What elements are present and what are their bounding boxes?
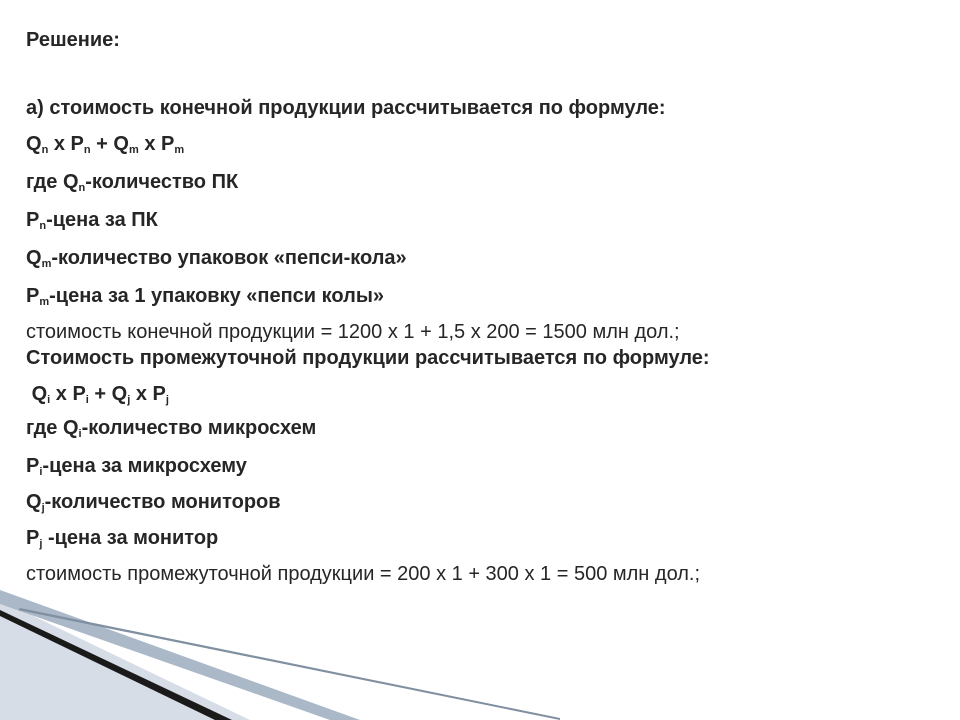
definition-text: -цена за ПК: [46, 209, 158, 231]
formula-final-product: [26, 132, 184, 156]
slide-title: Решение:: [26, 29, 120, 51]
definition-symbol: P: [26, 527, 40, 549]
formula-subscript: j: [165, 394, 169, 406]
formula-subscript: m: [128, 144, 139, 156]
definition-symbol: Q: [26, 491, 42, 513]
formula-symbol: P: [70, 133, 84, 155]
definition-text: -количество мониторов: [44, 491, 281, 513]
definition-text: -количество ПК: [85, 171, 239, 193]
definition-subscript: j: [39, 538, 43, 550]
definition-symbol: P: [26, 209, 40, 231]
definition-pn: [26, 208, 158, 232]
definition-qi: [26, 416, 316, 440]
definition-qj: [26, 490, 281, 514]
definition-subscript: m: [39, 296, 50, 308]
definition-text: -цена за микросхему: [42, 455, 247, 477]
definition-subscript: m: [41, 258, 52, 270]
formula-subscript: n: [83, 144, 91, 156]
definition-pi: [26, 454, 247, 478]
definition-symbol: Q: [62, 417, 79, 439]
formula-operator: x: [48, 133, 71, 155]
definition-text: -цена за монитор: [42, 527, 219, 549]
definition-subscript: i: [78, 428, 82, 440]
calculation-intermediate-product: стоимость промежуточной продукции = 200 х 1 + 300 х 1 = 500 млн дол.;: [26, 563, 701, 585]
formula-subscript: j: [127, 394, 131, 406]
intro-text: а) стоимость конечной продукции рассчитывается по формуле:: [26, 97, 666, 119]
definition-subscript: j: [41, 502, 45, 514]
formula-symbol: P: [152, 383, 166, 405]
slide-decoration-swoosh: [0, 590, 960, 720]
swoosh-light-band: [0, 600, 250, 720]
definition-subscript: i: [39, 466, 43, 478]
formula-subscript: i: [85, 394, 89, 406]
formula-subscript: m: [174, 144, 185, 156]
definition-symbol: Q: [62, 171, 79, 193]
definition-pm: [26, 284, 384, 308]
formula-operator: +: [88, 383, 112, 405]
definition-text: -количество упаковок «пепси-кола»: [51, 247, 407, 269]
definition-symbol: P: [26, 285, 40, 307]
definition-prefix: где: [26, 417, 63, 439]
definition-pj: [26, 526, 218, 550]
formula-symbol: P: [161, 133, 175, 155]
formula-symbol: P: [72, 383, 86, 405]
formula-operator: x: [130, 383, 153, 405]
calculation-final-product: стоимость конечной продукции = 1200 х 1 + 1,5 х 200 = 1500 млн дол.;: [26, 321, 680, 343]
definition-qn: [26, 170, 238, 194]
definition-text: -цена за 1 упаковку «пепси колы»: [49, 285, 385, 307]
definition-text: -количество микросхем: [81, 417, 317, 439]
formula-symbol: Q: [111, 383, 128, 405]
formula-operator: x: [138, 133, 162, 155]
definition-subscript: n: [39, 220, 47, 232]
formula-intermediate-product: [26, 382, 169, 406]
formula-symbol: Q: [31, 383, 48, 405]
formula-symbol: Q: [113, 133, 129, 155]
formula-subscript: n: [41, 144, 49, 156]
definition-symbol: Q: [26, 247, 42, 269]
formula-subscript: i: [47, 394, 51, 406]
formula-symbol: Q: [26, 133, 42, 155]
formula-operator: +: [90, 133, 114, 155]
definition-qm: [26, 246, 407, 270]
intermediate-intro-text: Стоимость промежуточной продукции рассчитывается по формуле:: [26, 347, 710, 369]
definition-prefix: где: [26, 171, 63, 193]
definition-subscript: n: [78, 182, 86, 194]
definition-symbol: P: [26, 455, 40, 477]
formula-operator: x: [50, 383, 73, 405]
